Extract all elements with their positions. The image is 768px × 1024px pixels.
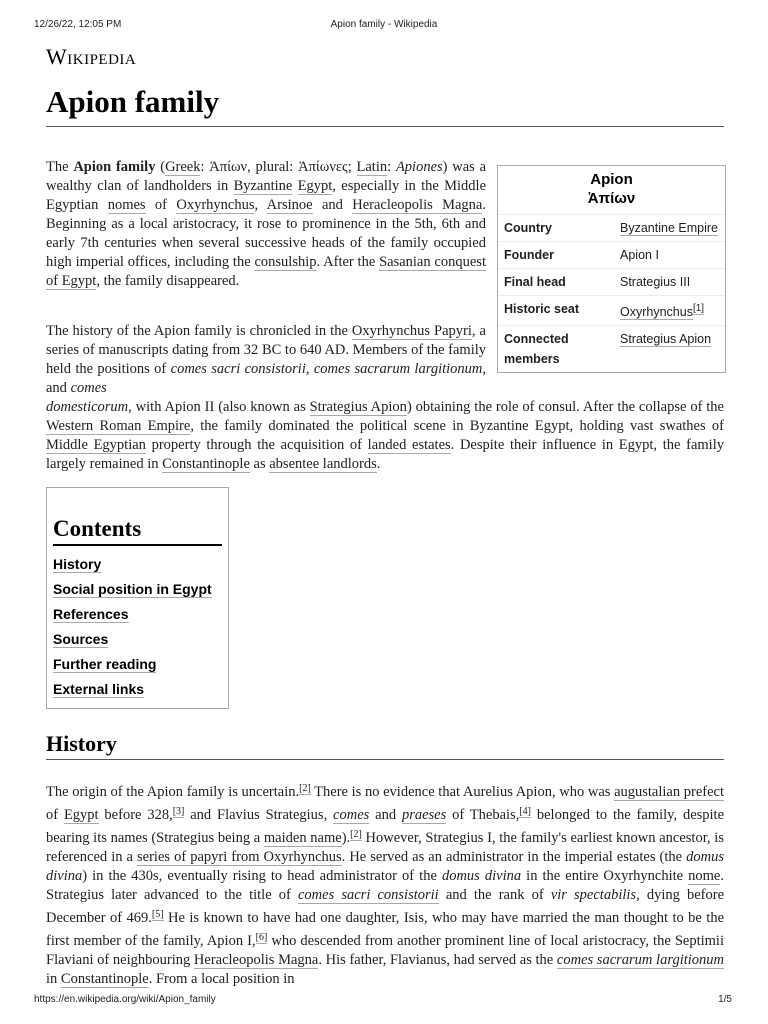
- infobox-value-link[interactable]: Strategius Apion: [620, 332, 712, 346]
- infobox-row: [498, 242, 725, 269]
- page-title: Apion family: [46, 84, 724, 127]
- link-constantinople[interactable]: Constantinople: [60, 971, 149, 987]
- history-paragraph: The origin of the Apion family is uncertain.[2] There is no evidence that Aurelius Apion, who was augustalian prefect of Egypt before 328,[3] and Flavius Strategius, comes and praeses of Thebais,[4] belonged to the family, despite bearing its names (Strategius being a maiden name).[2] However, Strategius I, the family's earliest known ancestor, is referenced in a series of papyri from Oxyrhynchus. He served as an administrator in the imperial estates (the domus divina) in the 430s, eventually rising to head administrator of the domus divina in the entire Oxyrhynchite nome. Strategius later advanced to the title of comes sacri consistorii and the rank of vir spectabilis, dying before December of 469.[5] He is known to have had one daughter, Isis, who may have married the man thought to be the first member of the family, Apion I,[6] who descended from another prominent line of local aristocracy, the Septimii Flaviani of neighbouring Heracleopolis Magna. His father, Flavianus, had served as the comes sacrarum largitionum in Constantinople. From a local position in: [46, 783, 725, 987]
- infobox-label: Final head: [498, 269, 614, 296]
- infobox-row: [498, 215, 725, 242]
- link-constantinople[interactable]: Constantinople: [162, 456, 250, 472]
- link-heracleopolis-magna[interactable]: Heracleopolis Magna: [193, 952, 319, 968]
- infobox-row: [498, 296, 725, 326]
- link-landed-estates[interactable]: landed estates: [367, 437, 451, 453]
- infobox-label: Historic seat: [498, 296, 614, 326]
- link-comes-sacri-consistorii[interactable]: comes sacri consistorii: [297, 887, 439, 903]
- link-strategius-apion[interactable]: Strategius Apion: [309, 399, 407, 415]
- link-oxyrhynchus-papyri[interactable]: Oxyrhynchus Papyri: [351, 323, 472, 339]
- toc-item-further-reading[interactable]: Further reading: [53, 656, 157, 672]
- link-middle-egyptian[interactable]: Middle Egyptian: [46, 437, 146, 453]
- infobox-value: Apion I: [614, 242, 725, 269]
- toc-title: Contents: [53, 516, 222, 546]
- history-overview-paragraph: The history of the Apion family is chronicled in the Oxyrhynchus Papyri, a series of manuscripts dating from 32 BC to 640 AD. Members of the family held the positions of comes sacri consistorii, comes sacrarum largitionum, and comes domesticorum, with Apion II (also known as Strategius Apion) obtaining the role of consul. After the collapse of the Western Roman Empire, the family dominated the political scene in Byzantine Egypt, holding vast swathes of Middle Egyptian property through the acquisition of landed estates. Despite their influence in Egypt, the family largely remained in Constantinople as absentee landlords.: [46, 323, 724, 472]
- link-egypt[interactable]: Egypt: [297, 178, 333, 194]
- toc-item-sources[interactable]: Sources: [53, 631, 109, 647]
- link-nomes[interactable]: nomes: [107, 197, 146, 213]
- infobox-label: Connected members: [498, 326, 614, 373]
- link-byzantine[interactable]: Byzantine: [233, 178, 293, 194]
- link-praeses[interactable]: praeses: [401, 807, 447, 823]
- link-greek[interactable]: Greek: [165, 159, 201, 175]
- link-comes[interactable]: comes: [333, 807, 370, 823]
- link-western-roman-empire[interactable]: Western Roman Empire: [46, 418, 191, 434]
- toc-item-references[interactable]: References: [53, 606, 129, 622]
- link-maiden-name[interactable]: maiden name: [263, 830, 342, 846]
- infobox-value: Strategius III: [614, 269, 725, 296]
- print-page-title: Apion family - Wikipedia: [330, 19, 438, 30]
- toc-item-history[interactable]: History: [53, 556, 102, 572]
- link-consulship[interactable]: consulship: [254, 254, 317, 270]
- link-series-of-papyri[interactable]: series of papyri from Oxyrhynchus: [137, 849, 342, 865]
- infobox-value-link[interactable]: Byzantine Empire: [620, 221, 718, 235]
- link-heracleopolis-magna[interactable]: Heracleopolis Magna: [352, 197, 483, 213]
- toc-item-external-links[interactable]: External links: [53, 681, 145, 697]
- link-sasanian-conquest[interactable]: Sasanian conquest of Egypt: [46, 254, 486, 289]
- link-latin[interactable]: Latin: [356, 159, 388, 175]
- link-arsinoe[interactable]: Arsinoe: [266, 197, 313, 213]
- reference-link[interactable]: [6]: [255, 932, 268, 943]
- infobox-row: [498, 269, 725, 296]
- infobox-title: Apion Ἀπίων: [587, 171, 636, 207]
- wikipedia-wordmark[interactable]: Wikipedia: [46, 44, 137, 69]
- section-heading-history: History: [46, 731, 724, 760]
- link-absentee-landlords[interactable]: absentee landlords: [269, 456, 377, 472]
- reference-link[interactable]: [3]: [172, 806, 185, 817]
- reference-link[interactable]: [1]: [692, 303, 705, 314]
- reference-link[interactable]: [2]: [350, 829, 362, 840]
- link-oxyrhynchus[interactable]: Oxyrhynchus: [176, 197, 255, 213]
- infobox-label: Country: [498, 215, 614, 242]
- reference-link[interactable]: [4]: [519, 806, 531, 817]
- table-of-contents: [46, 487, 229, 709]
- intro-paragraph: The Apion family (Greek: Ἀπίων, plural: Ἀπίωνες; Latin: Apiones) was a wealthy clan of landholders in Byzantine Egypt, especially in the Middle Egyptian nomes of Oxyrhynchus, Arsinoe and Heracleopolis Magna. Beginning as a local aristocracy, it rose to prominence in the 5th, 6th and early 7th centuries when several successive heads of the family occupied high imperial offices, including the consulship. After the Sasanian conquest of Egypt, the family disappeared.: [46, 159, 487, 289]
- print-timestamp: 12/26/22, 12:05 PM: [34, 19, 122, 30]
- link-egypt[interactable]: Egypt: [63, 807, 99, 823]
- infobox-label: Founder: [498, 242, 614, 269]
- infobox-value-link[interactable]: Oxyrhynchus: [620, 305, 693, 319]
- link-comes-sacrarum-largitionum[interactable]: comes sacrarum largitionum: [556, 952, 724, 968]
- reference-link[interactable]: [2]: [299, 783, 311, 794]
- print-page-number: 1/5: [718, 994, 732, 1005]
- link-augustalian-prefect[interactable]: augustalian prefect: [614, 784, 724, 800]
- toc-item-social-position[interactable]: Social position in Egypt: [53, 581, 212, 597]
- link-nome[interactable]: nome: [688, 868, 721, 884]
- print-url: https://en.wikipedia.org/wiki/Apion_family: [34, 994, 216, 1005]
- reference-link[interactable]: [5]: [151, 909, 164, 920]
